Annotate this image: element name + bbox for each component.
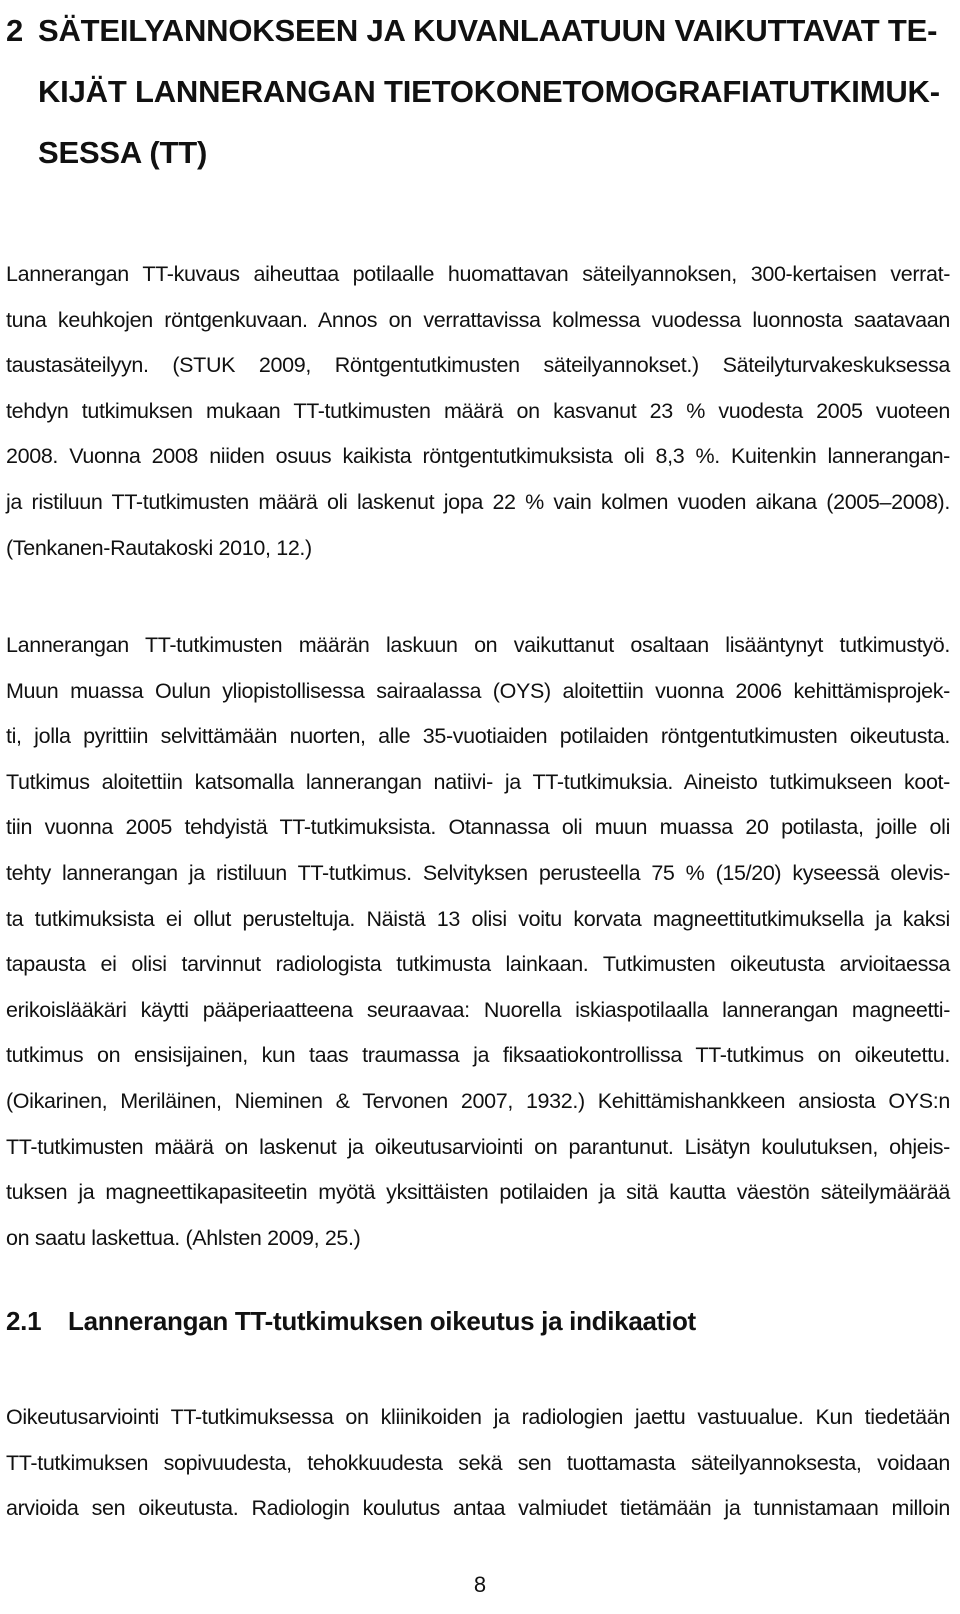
text-line: on saatu laskettua. (Ahlsten 2009, 25.) [6,1225,361,1250]
text-line: arvioida sen oikeutusta. Radiologin koulutus antaa valmiudet tietämään ja tunnistamaan milloin [6,1496,950,1521]
text-line: tuna keuhkojen röntgenkuvaan. Annos on verrattavissa kolmessa vuodessa luonnosta saatavaan [6,307,950,332]
text-line: Lannerangan TT-kuvaus aiheuttaa potilaalle huomattavan säteilyannoksen, 300-kertaisen verrat- [6,262,950,286]
page-number: 8 [473,1572,487,1597]
text-line: Muun muassa Oulun yliopistollisessa sairaalassa (OYS) aloitettiin vuonna 2006 kehittämisprojek- [6,678,950,703]
text-line: ta tutkimuksista ei ollut perusteltuja. Näistä 13 olisi voitu korvata magneettitutkimuksella ja kaksi [6,906,950,931]
text-line: Tutkimus aloitettiin katsomalla lannerangan natiivi- ja TT-tutkimuksia. Aineisto tutkimukseen koot- [6,769,950,794]
text-line: ja ristiluun TT-tutkimusten määrä oli laskenut jopa 22 % vain kolmen vuoden aikana (2005–2008). [6,489,950,514]
text-line: tehdyn tutkimuksen mukaan TT-tutkimusten määrä on kasvanut 23 % vuodesta 2005 vuoteen [6,398,950,423]
section-number: 2.1 [6,1306,42,1336]
text-line: taustasäteilyyn. (STUK 2009, Röntgentutkimusten säteilyannokset.) Säteilyturvakeskuksessa [6,353,950,378]
text-line: (Tenkanen-Rautakoski 2010, 12.) [6,535,312,560]
section-title: Lannerangan TT-tutkimuksen oikeutus ja indikaatiot [68,1306,696,1336]
chapter-title: SÄTEILYANNOKSEEN JA KUVANLAATUUN VAIKUTTAVAT TE- KIJÄT LANNERANGAN TIETOKONETOMOGRAFIATUTKIMUK- SESSA (TT) [38,13,940,170]
text-line: (Oikarinen, Meriläinen, Nieminen & Tervonen 2007, 1932.) Kehittämishankkeen ansiosta OYS:n [6,1088,950,1113]
text-line: TT-tutkimusten määrä on laskenut ja oikeutusarviointi on parantunut. Lisätyn koulutuksen, ohjeis- [6,1134,950,1159]
text-line: Lannerangan TT-tutkimusten määrän laskuun on vaikuttanut osaltaan lisääntynyt tutkimustyö. [6,633,950,657]
paragraph-2 [6,623,950,1261]
text-line: 2008. Vuonna 2008 niiden osuus kaikista röntgentutkimuksista oli 8,3 %. Kuitenkin lannerangan- [6,444,950,469]
text-line: Oikeutusarviointi TT-tutkimuksessa on kliinikoiden ja radiologien jaettu vastuualue. Kun tiedetään [6,1405,950,1429]
text-line: tuksen ja magneettikapasiteetin myötä yksittäisten potilaiden ja sitä kautta väestön säteilymäärää [6,1180,950,1205]
chapter-number: 2 [6,13,24,48]
text-line: tutkimus on ensisijainen, kun taas traumassa ja fiksaatiokontrollissa TT-tutkimus on oikeutettu. [6,1043,950,1068]
text-line: ti, jolla pyrittiin selvittämään nuorten, alle 35-vuotiaiden potilaiden röntgentutkimusten oikeutusta. [6,724,950,749]
paragraph-1 [6,252,950,571]
text-line: tehty lannerangan ja ristiluun TT-tutkimus. Selvityksen perusteella 75 % (15/20) kyseessä olevis- [6,860,950,885]
text-line: TT-tutkimuksen sopivuudesta, tehokkuudesta sekä sen tuottamasta säteilyannoksesta, voidaan [6,1450,950,1475]
text-line: tiin vuonna 2005 tehdyistä TT-tutkimuksista. Otannassa oli muun muassa 20 potilasta, joille oli [6,815,950,840]
paragraph-3 [6,1395,950,1532]
text-line: tapausta ei olisi tarvinnut radiologista tutkimusta lainkaan. Tutkimusten oikeutusta arvioitaessa [6,952,950,977]
text-line: erikoislääkäri käytti pääperiaatteena seuraavaa: Nuorella iskiaspotilaalla lannerangan magneetti- [6,997,950,1022]
